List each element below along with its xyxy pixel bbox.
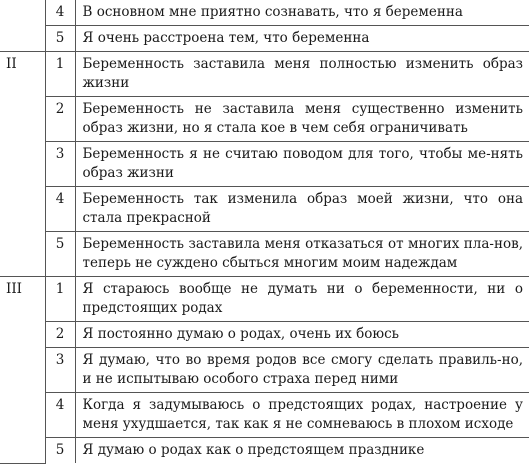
answer-text: Беременность заставила меня отказаться от многих пла-нов, теперь не суждено сбыться многим моим надеждам	[75, 232, 529, 277]
answer-number: 4	[45, 0, 75, 26]
answer-text: Я стараюсь вообще не думать ни о беременности, ни о предстоящих родах	[75, 277, 529, 322]
section-cell: III	[0, 277, 45, 464]
answer-number: 1	[45, 277, 75, 322]
table-row	[0, 26, 529, 52]
table-row	[0, 393, 529, 438]
table-row	[0, 97, 529, 142]
section-cell: II	[0, 52, 45, 277]
answer-number: 4	[45, 393, 75, 438]
table-row	[0, 0, 529, 26]
answer-number: 1	[45, 52, 75, 97]
table-row	[0, 438, 529, 464]
answer-text: Я думаю, что во время родов все смогу сделать правиль-но, и не испытываю особого страха перед ними	[75, 348, 529, 393]
answer-text: Когда я задумываюсь о предстоящих родах, настроение у меня ухудшается, так как я не сомневаюсь в плохом исходе	[75, 393, 529, 438]
answer-text: Беременность не заставила меня существенно изменить образ жизни, но я стала кое в чем себя ограничивать	[75, 97, 529, 142]
answer-text: В основном мне приятно сознавать, что я беременна	[75, 0, 529, 26]
answer-text: Беременность заставила меня полностью изменить образ жизни	[75, 52, 529, 97]
answer-number: 2	[45, 322, 75, 348]
answer-text: Я думаю о родах как о предстоящем празднике	[75, 438, 529, 464]
answer-number: 3	[45, 142, 75, 187]
table-row	[0, 348, 529, 393]
answer-text: Беременность так изменила образ моей жизни, что она стала прекрасной	[75, 187, 529, 232]
answer-text: Я очень расстроена тем, что беременна	[75, 26, 529, 52]
answer-number: 3	[45, 348, 75, 393]
answer-number: 5	[45, 26, 75, 52]
table-row	[0, 322, 529, 348]
table-row	[0, 142, 529, 187]
section-cell	[0, 0, 45, 52]
table-row	[0, 232, 529, 277]
table-row	[0, 187, 529, 232]
answer-number: 4	[45, 187, 75, 232]
answer-text: Я постоянно думаю о родах, очень их боюсь	[75, 322, 529, 348]
answer-number: 2	[45, 97, 75, 142]
table-row	[0, 52, 529, 97]
answer-text: Беременность я не считаю поводом для того, чтобы ме-нять образ жизни	[75, 142, 529, 187]
answer-number: 5	[45, 438, 75, 464]
answer-number: 5	[45, 232, 75, 277]
table-row	[0, 277, 529, 322]
